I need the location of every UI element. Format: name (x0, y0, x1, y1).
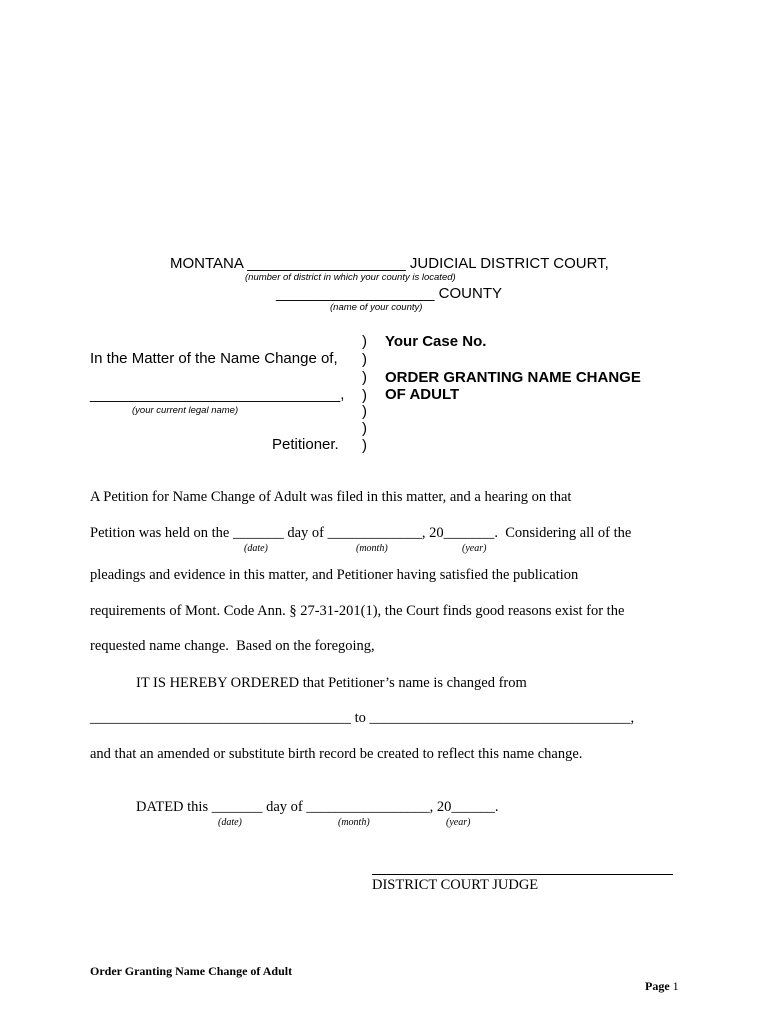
dated-line: DATED this _______ day of _________________, 20______. (136, 799, 499, 815)
page-number: 1 (672, 979, 679, 993)
hearing-date-line: Petition was held on the _______ day of _____________, 20_______. Considering all of the (90, 525, 632, 541)
caption-paren: ) (362, 420, 367, 437)
year-hint: (year) (462, 543, 487, 554)
document-title-cont: OF ADULT (385, 386, 460, 403)
caption-paren: ) (362, 333, 367, 350)
judge-label: DISTRICT COURT JUDGE (372, 877, 539, 893)
order-line: IT IS HEREBY ORDERED that Petitioner’s name is changed from (136, 675, 527, 691)
month-hint: (month) (356, 543, 388, 554)
petition-text-line: A Petition for Name Change of Adult was filed in this matter, and a hearing on that (90, 489, 572, 505)
matter-label: In the Matter of the Name Change of, (90, 350, 338, 367)
dated-year-hint: (year) (446, 817, 471, 828)
case-no-label: Your Case No. (385, 333, 487, 350)
document-title: ORDER GRANTING NAME CHANGE (385, 369, 641, 386)
court-line: MONTANA ___________________ JUDICIAL DISTRICT COURT, (170, 255, 609, 272)
dated-month-hint: (month) (338, 817, 370, 828)
name-hint: (your current legal name) (132, 405, 239, 416)
date-hint: (date) (244, 543, 268, 554)
county-line: ___________________ COUNTY (276, 285, 503, 302)
caption-paren: ) (362, 351, 367, 368)
caption-paren: ) (362, 403, 367, 420)
footer-title: Order Granting Name Change of Adult (90, 964, 293, 978)
pleadings-line: pleadings and evidence in this matter, and Petitioner having satisfied the publication (90, 567, 579, 583)
page-label: Page (645, 979, 670, 993)
footer-page (639, 964, 679, 994)
dated-date-hint: (date) (218, 817, 242, 828)
caption-paren: ) (362, 387, 367, 404)
petitioner-label: Petitioner. (272, 436, 339, 453)
birth-record-line: and that an amended or substitute birth record be created to reflect this name change. (90, 746, 583, 762)
caption-paren: ) (362, 437, 367, 454)
county-hint: (name of your county) (330, 302, 423, 313)
foregoing-line: requested name change. Based on the foregoing, (90, 638, 375, 654)
district-hint: (number of district in which your county is located) (245, 272, 456, 283)
name-blank: ______________________________, (90, 386, 345, 403)
requirements-line: requirements of Mont. Code Ann. § 27-31-201(1), the Court finds good reasons exist for the (90, 603, 625, 619)
caption-paren: ) (362, 369, 367, 386)
judge-signature-line (372, 874, 673, 875)
name-change-line: ____________________________________ to ____________________________________, (90, 710, 635, 726)
